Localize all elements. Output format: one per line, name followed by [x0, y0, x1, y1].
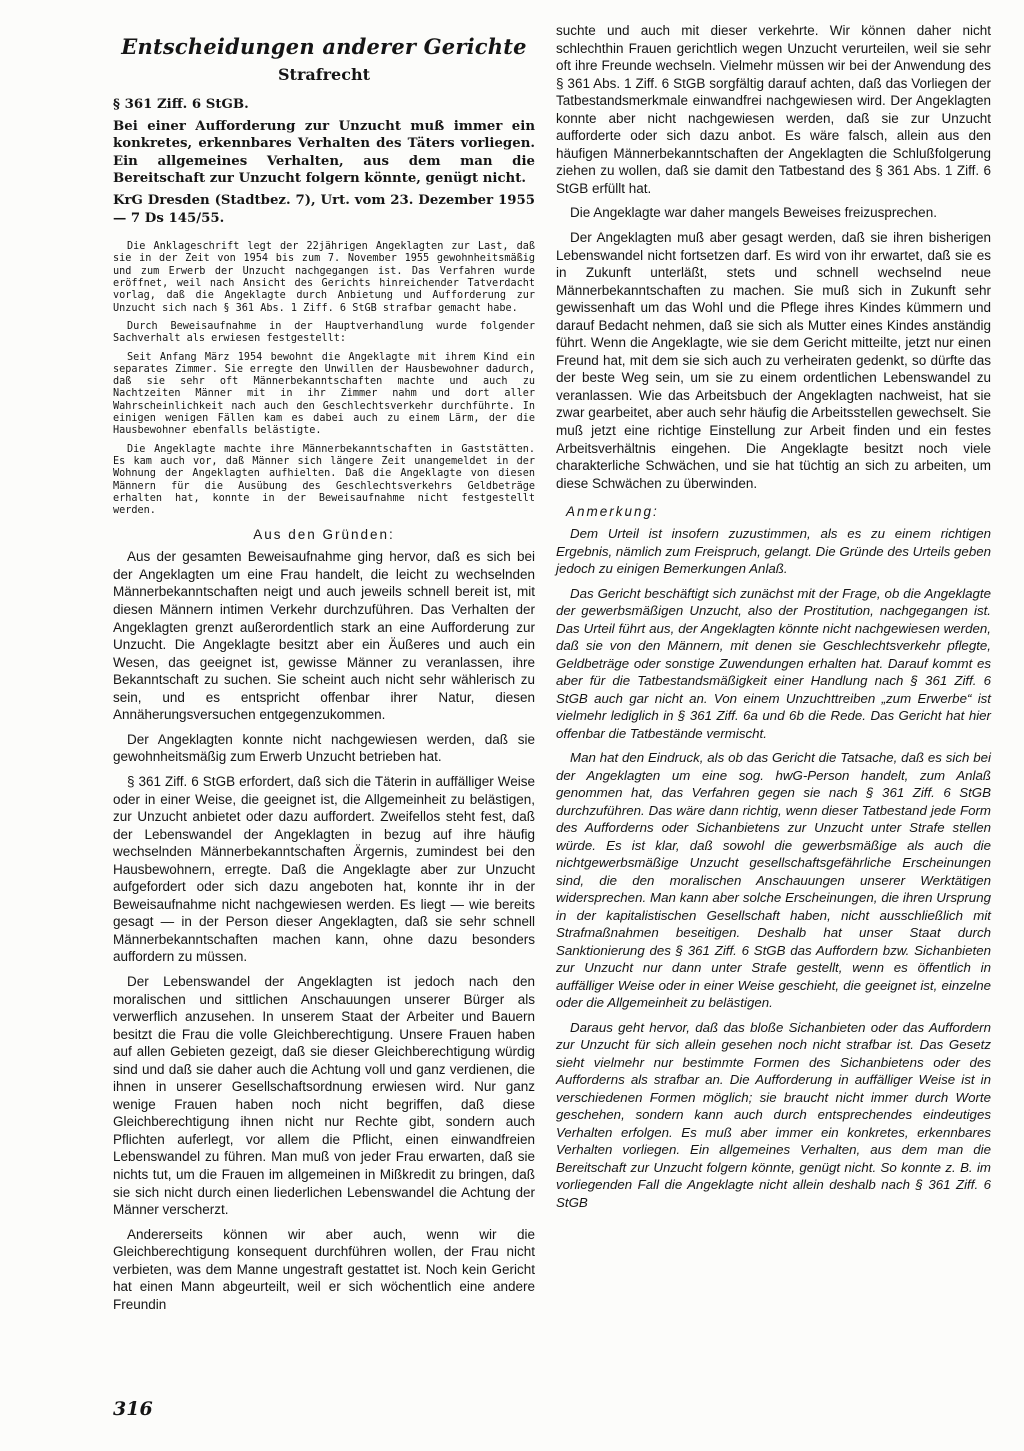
- paragraph-reference: § 361 Ziff. 6 StGB.: [113, 97, 249, 112]
- annotation-paragraph: Das Gericht beschäftigt sich zunächst mit der Frage, ob die Angeklagte der gewerbsmäßigen Unzucht, also der Prostitution, nachgegangen ist. Das Urteil führt aus, der Angeklagten könnte nicht nachgewiesen werden, daß sie von den Männern, mit denen sie Geschlechtsverkehr pflegte, Geldbeträge oder sonstige Zuwendungen erhalten hat. Darauf kommt es aber für die Tatbestandsmäßigkeit einer Handlung nach § 361 Ziff. 6 StGB auch gar nicht an. Von einem Unzuchttreiben „zum Erwerbe“ ist vielmehr lediglich in § 361 Ziff. 6a und 6b die Rede. Das Gericht hat hier offenbar die Tatbestände vermischt.: [556, 585, 991, 741]
- annotation-paragraph: Man hat den Eindruck, als ob das Gericht die Tatsache, daß es sich bei der Angeklagten um eine sog. hwG-Person handelt, zum Anlaß genommen hat, das Verfahren gegen sie nach § 361 Ziff. 6 StGB durchzuführen. Das wäre dann richtig, wenn dieser Tatbestand jede Form des Aufforderns oder Sichanbietens zur Unzucht unter Strafe stellen würde. Es ist klar, daß sowohl die gewerbsmäßige als auch die nichtgewerbsmäßige Unzucht gesellschaftsgefährliche Erscheinungen sind, die den moralischen Anschauungen unserer Werktätigen widersprechen. Man kann aber solche Erscheinungen, die ihren Ursprung in der kapitalistischen Gesellschaft haben, nicht ausschließlich mit Strafmaßnahmen beseitigen. Deshalb hat unser Staat durch Sanktionierung des § 361 Ziff. 6 StGB das Auffordern bzw. Sichanbieten zur Unzucht nur dann unter Strafe gestellt, wenn es öffentlich in auffälliger Weise oder in einer Weise geschieht, die geeignet ist, einzelne oder die Allgemeinheit zu belästigen.: [556, 750, 991, 1011]
- annotation-paragraph: Daraus geht hervor, daß das bloße Sichanbieten oder das Auffordern zur Unzucht für sich allein gesehen noch nicht strafbar ist. Das Gesetz sieht vielmehr nur bestimmte Formen des Sichanbietens oder des Aufforderns als strafbar an. Die Aufforderung in auffälliger Weise ist in verschiedenen Formen möglich; sie braucht nicht immer durch Worte geschehen, sondern kann auch durch entsprechendes eindeutiges Verhalten erfolgen. Es muß aber immer ein konkretes, erkennbares Verhalten vorliegen. Ein allgemeines Verhalten, aus dem man die Bereitschaft zur Unzucht folgern könnte, genügt nicht. So konnte z. B. im vorliegenden Fall die Angeklagte nicht allein deshalb nach § 361 Ziff. 6 StGB: [556, 1019, 991, 1210]
- reasons-paragraph: suchte und auch mit dieser verkehrte. Wir können daher nicht schlechthin Frauen gerichtlich wegen Unzucht verurteilen, weil sie sehr oft ihre Freunde wechseln. Vielmehr müssen wir bei der Anwendung des § 361 Abs. 1 Ziff. 6 StGB sorgfältig darauf achten, daß das Vorliegen der Tatbestandsmerkmale einwandfrei nachgewiesen wird. Der Angeklagten konnte aber nicht nachgewiesen werden, daß sie zur Unzucht aufforderte oder sich dazu anbot. Es wäre falsch, allein aus den häufigen Männerbekanntschaften der Angeklagten die Schlußfolgerung ziehen zu wollen, daß sie damit den Tatbestand des § 361 Abs. 1 Ziff. 6 StGB erfüllt hat.: [556, 23, 991, 196]
- right-column: [556, 22, 991, 1218]
- reasons-paragraph: Andererseits können wir aber auch, wenn wir die Gleichberechtigung konsequent durchführen wollen, der Frau nicht verbieten, was dem Manne ungestraft gestattet ist. Noch kein Gericht hat einen Mann abgeurteilt, weil er sich wöchentlich eine andere Freundin: [113, 1226, 535, 1312]
- annotation-heading: Anmerkung:: [566, 504, 659, 520]
- section-title: Entscheidungen anderer Gerichte: [121, 34, 527, 59]
- page-number: 316: [113, 1398, 153, 1420]
- section-subtitle: Strafrecht: [278, 65, 370, 84]
- facts-paragraph: Durch Beweisaufnahme in der Hauptverhandlung wurde folgender Sachverhalt als erwiesen festgestellt:: [113, 320, 535, 345]
- facts-paragraph: Die Anklageschrift legt der 22jährigen Angeklagten zur Last, daß sie in der Zeit von 1954 bis zum 7. November 1955 gewohnheitsmäßig und zum Erwerb der Unzucht nachgegangen ist. Das Verfahren wurde eröffnet, weil nach Ansicht des Gerichts hinreichender Tatverdacht vorlag, daß die Angeklagte durch Anbietung und Aufforderung zur Unzucht sich nach § 361 Abs. 1 Ziff. 6 StGB strafbar gemacht habe.: [113, 241, 535, 314]
- facts-paragraph: Seit Anfang März 1954 bewohnt die Angeklagte mit ihrem Kind ein separates Zimmer. Sie erregte den Unwillen der Hausbewohner dadurch, daß sie sehr oft Männerbekanntschaften machte und auch zu Nachtzeiten Männer mit in ihr Zimmer nahm und dort aller Wahrscheinlichkeit nach auch den Geschlechtsverkehr durchführte. In einigen wenigen Fällen kam es dabei auch zu einem Lärm, der die Hausbewohner ebenfalls belästigte.: [113, 351, 535, 437]
- reasons-paragraph: Die Angeklagte war daher mangels Beweises freizusprechen.: [570, 205, 937, 221]
- reasons-paragraph: Aus der gesamten Beweisaufnahme ging hervor, daß es sich bei der Angeklagten um eine Frau handelt, die leicht zu wechselnden Männerbekanntschaften neigt und auch jeweils schnell bereit ist, mit diesen Männern intimen Verkehr durchzuführen. Das Verhalten der Angeklagten grenzt außerordentlich stark an eine Aufforderung zur Unzucht. Die Angeklagte besitzt aber ein Äußeres und auch ein Wesen, das geeignet ist, gewisse Männer zu veranlassen, ihre Bekanntschaft zu suchen. Sie scheint auch nicht sehr wählerisch zu sein, und es entspricht offenbar ihrer Natur, diesen Annäherungsversuchen entgegenzukommen.: [113, 549, 535, 723]
- reasons-heading: Aus den Gründen:: [253, 527, 395, 543]
- left-column: [113, 22, 535, 1320]
- reasons-paragraph: § 361 Ziff. 6 StGB erfordert, daß sich die Täterin in auffälliger Weise oder in einer Weise, die geeignet ist, die Allgemeinheit zu belästigen, zur Unzucht anbietet oder dazu auffordert. Zweifellos steht fest, daß der Lebenswandel der Angeklagten in bezug auf ihre häufig wechselnden Männerbekanntschaften Ärgernis, zumindest bei den Hausbewohnern, erregte. Daß die Angeklagte aber zur Unzucht aufgefordert oder sich dazu angeboten hat, konnte ihr in der Beweisaufnahme nicht nachgewiesen werden. Es liegt — wie bereits gesagt — in der Person dieser Angeklagten, daß sie sehr schnell Männerbekanntschaften machen kann, ohne dazu besonders auffordern zu müssen.: [113, 773, 535, 965]
- annotation-paragraph: Dem Urteil ist insofern zuzustimmen, als es zu einem richtigen Ergebnis, nämlich zum Freispruch, gelangt. Die Gründe des Urteils geben jedoch zu einigen Bemerkungen Anlaß.: [556, 526, 991, 577]
- reasons-paragraph: Der Angeklagten muß aber gesagt werden, daß sie ihren bisherigen Lebenswandel nicht fortsetzen darf. Es wird von ihr erwartet, daß sie es in Zukunft unterläßt, stets und schnell wechselnd neue Männerbekanntschaften zu machen. Sie muß sich in Zukunft sehr gewissenhaft um das Wohl und die Pflege ihres Kindes kümmern und darauf Bedacht nehmen, daß sie sich als Mutter eines Kindes anständig führt. Wenn die Angeklagte, wie sie dem Gericht mitteilte, jetzt nur einen Freund hat, mit dem sie sich auch zu verheiraten gedenkt, so dürfte das der beste Weg sein, um sie zu einem ordentlichen Lebenswandel zu veranlassen. Wie das Arbeitsbuch der Angeklagten nachweist, hat sie zwar gearbeitet, aber auch sehr häufig die Arbeitsstellen gewechselt. Sie muß jetzt eine richtige Einstellung zur Arbeit finden und ein festes Arbeitsverhältnis eingehen. Die Angeklagte besitzt noch viele charakterliche Schwächen, und sie hat tüchtig an sich zu arbeiten, um diese Schwächen zu überwinden.: [556, 230, 991, 491]
- facts-paragraph: Die Angeklagte machte ihre Männerbekanntschaften in Gaststätten. Es kam auch vor, daß Männer sich längere Zeit unangemeldet in der Wohnung der Angeklagten aufhielten. Daß die Angeklagte von diesen Männern für die Ausübung des Geschlechtsverkehrs Geldbeträge erhalten hat, konnte in der Beweisaufnahme nicht festgestellt werden.: [113, 443, 535, 517]
- reasons-paragraph: Der Angeklagten konnte nicht nachgewiesen werden, daß sie gewohnheitsmäßig zum Erwerb Unzucht betrieben hat.: [113, 731, 535, 765]
- leitsatz: Bei einer Aufforderung zur Unzucht muß immer ein konkretes, erkennbares Verhalten des Täters vorliegen. Ein allgemeines Verhalten, aus dem man die Bereitschaft zur Unzucht folgern könnte, genügt nicht.: [113, 118, 535, 187]
- court-citation: KrG Dresden (Stadtbez. 7), Urt. vom 23. Dezember 1955 — 7 Ds 145/55.: [113, 192, 535, 226]
- reasons-paragraph: Der Lebenswandel der Angeklagten ist jedoch nach den moralischen und sittlichen Anschauungen unserer Bürger als verwerflich anzusehen. In unserem Staat der Arbeiter und Bauern besitzt die Frau die volle Gleichberechtigung. Unsere Frauen haben auf allen Gebieten gezeigt, daß sie dieser Gleichberechtigung würdig sind und daß sie daher auch die Achtung voll und ganz verdienen, die ihnen in unserer Gesellschaftsordnung erwiesen wird. Nur ganz wenige Frauen haben noch nicht begriffen, daß diese Gleichberechtigung ihnen nicht nur Rechte gibt, sondern auch Pflichten auferlegt, vor allem die Pflicht, einen einwandfreien Lebenswandel zu führen. Man muß von jeder Frau erwarten, daß sie nichts tut, um die Frauen im allgemeinen in Mißkredit zu bringen, daß sie sich nicht durch einen liederlichen Lebenswandel die Achtung der Männer verscherzt.: [113, 973, 535, 1218]
